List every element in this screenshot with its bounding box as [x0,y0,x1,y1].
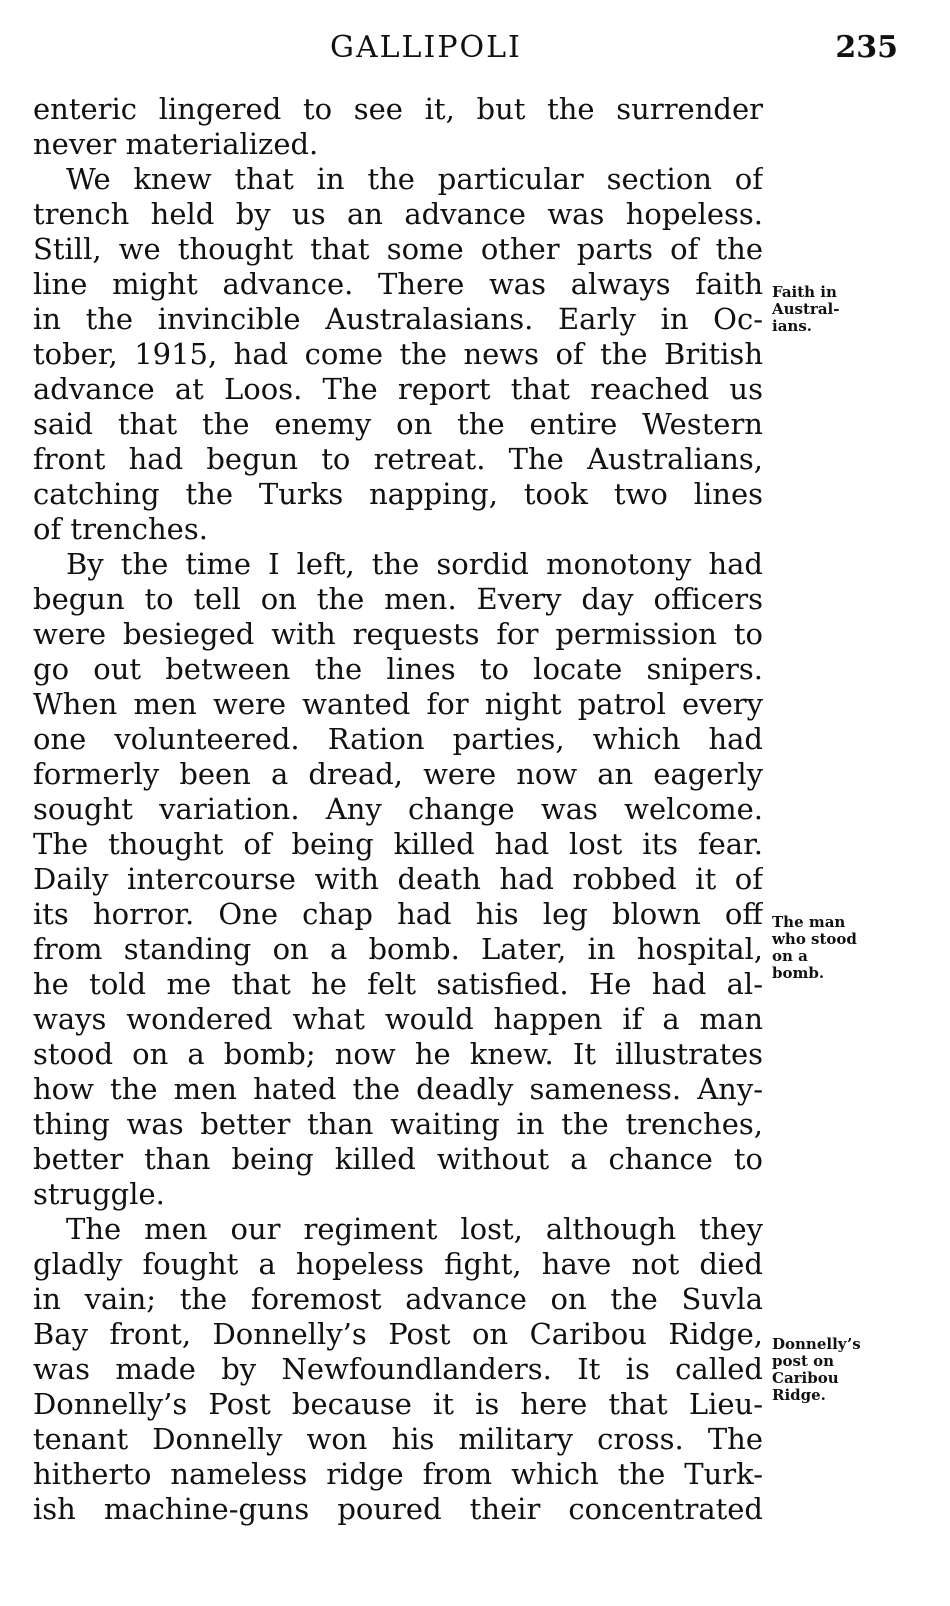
text-line: front had begun to retreat. The Australians, [33,442,763,476]
text-line: Still, we thought that some other parts of the [33,232,763,266]
margin-note-line: post on [772,1352,834,1370]
margin-note-line: bomb. [772,964,825,982]
text-line: The men our regiment lost, although they [66,1212,763,1246]
text-line: stood on a bomb; now he knew. It illustrates [33,1037,763,1071]
text-line: from standing on a bomb. Later, in hospital, [33,932,763,966]
text-line: never materialized. [33,127,319,161]
margin-note-line: on a [772,947,808,965]
text-line: begun to tell on the men. Every day officers [33,582,763,616]
text-line: thing was better than waiting in the trenches, [33,1107,763,1141]
margin-note-line: Ridge. [772,1386,826,1404]
text-line: struggle. [33,1177,165,1211]
running-head [0,26,950,70]
text-line: in the invincible Australasians. Early in Oc- [33,302,763,336]
text-line: said that the enemy on the entire Western [33,407,763,441]
text-line: We knew that in the particular section of [66,162,763,196]
text-line: were besieged with requests for permission to [33,617,763,651]
running-head-title: GALLIPOLI [330,30,522,65]
text-line: advance at Loos. The report that reached us [33,372,763,406]
text-line: tober, 1915, had come the news of the British [33,337,763,371]
text-line: go out between the lines to locate snipers. [33,652,763,686]
text-line: trench held by us an advance was hopeless. [33,197,763,231]
text-line: Bay front, Donnelly’s Post on Caribou Ridge, [33,1317,763,1351]
text-line: of trenches. [33,512,208,546]
text-line: was made by Newfoundlanders. It is called [33,1352,763,1386]
text-line: formerly been a dread, were now an eagerly [33,757,763,791]
text-line: gladly fought a hopeless fight, have not died [33,1247,763,1281]
text-line: Daily intercourse with death had robbed it of [33,862,763,896]
margin-note-line: Faith in [772,283,837,301]
note-faith-in-australians [772,284,839,335]
text-line: hitherto nameless ridge from which the Turk- [33,1457,763,1491]
note-donnellys-post [772,1336,861,1404]
margin-note-line: The man [772,913,846,931]
margin-note-line: ians. [772,317,812,335]
page-number: 235 [835,30,898,65]
text-line: in vain; the foremost advance on the Suvla [33,1282,763,1316]
text-line: sought variation. Any change was welcome. [33,792,763,826]
text-line: one volunteered. Ration parties, which had [33,722,763,756]
note-man-who-stood-on-a-bomb [772,914,857,982]
text-line: enteric lingered to see it, but the surrender [33,92,763,126]
text-line: how the men hated the deadly sameness. Any- [33,1072,763,1106]
text-line: better than being killed without a chance to [33,1142,763,1176]
text-line: ish machine-guns poured their concentrated [33,1492,763,1526]
text-line: tenant Donnelly won his military cross. The [33,1422,763,1456]
text-line: Donnelly’s Post because it is here that Lieu- [33,1387,763,1421]
text-line: he told me that he felt satisfied. He had al- [33,967,763,1001]
text-line: When men were wanted for night patrol every [33,687,763,721]
text-line: its horror. One chap had his leg blown off [33,897,763,931]
text-line: line might advance. There was always faith [33,267,763,301]
body-text [33,92,763,1527]
margin-note-line: Donnelly’s [772,1335,861,1353]
margin-note-line: who stood [772,930,857,948]
text-line: catching the Turks napping, took two lines [33,477,763,511]
margin-note-line: Caribou [772,1369,839,1387]
text-line: ways wondered what would happen if a man [33,1002,763,1036]
margin-note-line: Austral- [772,300,840,318]
text-line: The thought of being killed had lost its fear. [33,827,763,861]
text-line: By the time I left, the sordid monotony had [66,547,763,581]
